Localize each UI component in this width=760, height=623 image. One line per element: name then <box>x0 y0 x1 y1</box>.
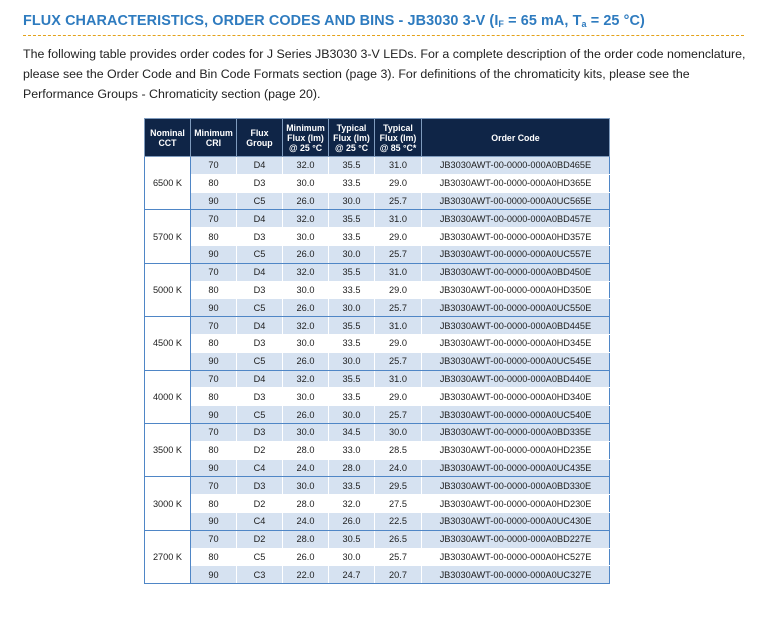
order-code-cell: JB3030AWT-00-0000-000A0UC565E <box>422 192 610 210</box>
typ-flux-85-cell: 26.5 <box>375 530 422 548</box>
flux-group-cell: C5 <box>237 548 283 566</box>
table-row <box>145 459 610 477</box>
cri-cell: 90 <box>191 566 237 584</box>
typ-flux-25-cell: 33.5 <box>329 388 375 406</box>
table-row <box>145 352 610 370</box>
cri-cell: 90 <box>191 512 237 530</box>
order-code-cell: JB3030AWT-00-0000-000A0BD457E <box>422 210 610 228</box>
flux-group-cell: D3 <box>237 228 283 246</box>
min-flux-25-cell: 32.0 <box>283 263 329 281</box>
heading-divider <box>23 35 744 36</box>
flux-group-cell: C4 <box>237 459 283 477</box>
order-code-cell: JB3030AWT-00-0000-000A0UC435E <box>422 459 610 477</box>
typ-flux-25-cell: 33.5 <box>329 174 375 192</box>
cct-cell: 3500 K <box>145 423 191 476</box>
cri-cell: 90 <box>191 406 237 424</box>
cri-cell: 80 <box>191 388 237 406</box>
table-body <box>145 157 610 584</box>
min-flux-25-cell: 24.0 <box>283 459 329 477</box>
cri-cell: 70 <box>191 157 237 175</box>
cri-cell: 80 <box>191 281 237 299</box>
min-flux-25-cell: 30.0 <box>283 423 329 441</box>
typ-flux-25-cell: 30.0 <box>329 548 375 566</box>
order-code-cell: JB3030AWT-00-0000-000A0HD235E <box>422 441 610 459</box>
cct-cell: 4500 K <box>145 317 191 370</box>
table-row <box>145 192 610 210</box>
cri-cell: 70 <box>191 530 237 548</box>
typ-flux-25-cell: 30.0 <box>329 352 375 370</box>
table-row <box>145 370 610 388</box>
typ-flux-85-cell: 31.0 <box>375 263 422 281</box>
flux-group-cell: D3 <box>237 174 283 192</box>
flux-group-cell: C5 <box>237 192 283 210</box>
typ-flux-25-cell: 33.0 <box>329 441 375 459</box>
header-min-flux-25: Minimum Flux (lm) @ 25 °C <box>283 119 329 157</box>
min-flux-25-cell: 30.0 <box>283 174 329 192</box>
cri-cell: 90 <box>191 299 237 317</box>
min-flux-25-cell: 26.0 <box>283 352 329 370</box>
table-row <box>145 495 610 513</box>
order-code-cell: JB3030AWT-00-0000-000A0HD365E <box>422 174 610 192</box>
typ-flux-85-cell: 29.0 <box>375 281 422 299</box>
order-code-cell: JB3030AWT-00-0000-000A0BD445E <box>422 317 610 335</box>
min-flux-25-cell: 32.0 <box>283 370 329 388</box>
flux-group-cell: C4 <box>237 512 283 530</box>
typ-flux-85-cell: 20.7 <box>375 566 422 584</box>
order-code-cell: JB3030AWT-00-0000-000A0HD230E <box>422 495 610 513</box>
typ-flux-85-cell: 31.0 <box>375 157 422 175</box>
typ-flux-25-cell: 26.0 <box>329 512 375 530</box>
order-code-cell: JB3030AWT-00-0000-000A0BD330E <box>422 477 610 495</box>
typ-flux-85-cell: 31.0 <box>375 317 422 335</box>
table-row <box>145 299 610 317</box>
table-row <box>145 406 610 424</box>
cri-cell: 90 <box>191 459 237 477</box>
flux-group-cell: D3 <box>237 423 283 441</box>
typ-flux-25-cell: 35.5 <box>329 370 375 388</box>
header-flux-group: Flux Group <box>237 119 283 157</box>
typ-flux-85-cell: 29.5 <box>375 477 422 495</box>
table-row <box>145 566 610 584</box>
min-flux-25-cell: 30.0 <box>283 388 329 406</box>
typ-flux-85-cell: 31.0 <box>375 210 422 228</box>
table-row <box>145 317 610 335</box>
typ-flux-25-cell: 28.0 <box>329 459 375 477</box>
order-code-cell: JB3030AWT-00-0000-000A0UC545E <box>422 352 610 370</box>
min-flux-25-cell: 26.0 <box>283 299 329 317</box>
flux-group-cell: D3 <box>237 477 283 495</box>
table-row <box>145 477 610 495</box>
order-code-cell: JB3030AWT-00-0000-000A0UC430E <box>422 512 610 530</box>
typ-flux-85-cell: 30.0 <box>375 423 422 441</box>
min-flux-25-cell: 32.0 <box>283 157 329 175</box>
typ-flux-25-cell: 30.0 <box>329 192 375 210</box>
flux-group-cell: C3 <box>237 566 283 584</box>
typ-flux-85-cell: 25.7 <box>375 245 422 263</box>
min-flux-25-cell: 32.0 <box>283 210 329 228</box>
min-flux-25-cell: 22.0 <box>283 566 329 584</box>
section-heading <box>23 13 645 29</box>
flux-group-cell: C5 <box>237 245 283 263</box>
typ-flux-25-cell: 24.7 <box>329 566 375 584</box>
order-code-cell: JB3030AWT-00-0000-000A0HD345E <box>422 334 610 352</box>
typ-flux-85-cell: 25.7 <box>375 299 422 317</box>
table-row <box>145 388 610 406</box>
typ-flux-25-cell: 33.5 <box>329 228 375 246</box>
table-row <box>145 512 610 530</box>
table-row <box>145 281 610 299</box>
typ-flux-85-cell: 28.5 <box>375 441 422 459</box>
typ-flux-85-cell: 25.7 <box>375 192 422 210</box>
cct-cell: 3000 K <box>145 477 191 530</box>
min-flux-25-cell: 30.0 <box>283 334 329 352</box>
cct-cell: 5000 K <box>145 263 191 316</box>
flux-group-cell: D2 <box>237 495 283 513</box>
min-flux-25-cell: 24.0 <box>283 512 329 530</box>
typ-flux-85-cell: 31.0 <box>375 370 422 388</box>
order-code-cell: JB3030AWT-00-0000-000A0HC527E <box>422 548 610 566</box>
min-flux-25-cell: 26.0 <box>283 192 329 210</box>
typ-flux-25-cell: 32.0 <box>329 495 375 513</box>
typ-flux-25-cell: 33.5 <box>329 281 375 299</box>
order-code-cell: JB3030AWT-00-0000-000A0BD450E <box>422 263 610 281</box>
table-row <box>145 245 610 263</box>
flux-group-cell: D2 <box>237 530 283 548</box>
typ-flux-85-cell: 25.7 <box>375 406 422 424</box>
min-flux-25-cell: 26.0 <box>283 406 329 424</box>
flux-group-cell: C5 <box>237 299 283 317</box>
table-row <box>145 263 610 281</box>
order-code-cell: JB3030AWT-00-0000-000A0UC327E <box>422 566 610 584</box>
typ-flux-25-cell: 34.5 <box>329 423 375 441</box>
min-flux-25-cell: 30.0 <box>283 281 329 299</box>
flux-group-cell: D4 <box>237 317 283 335</box>
cri-cell: 70 <box>191 423 237 441</box>
typ-flux-25-cell: 30.0 <box>329 299 375 317</box>
typ-flux-25-cell: 30.0 <box>329 245 375 263</box>
cri-cell: 80 <box>191 548 237 566</box>
min-flux-25-cell: 26.0 <box>283 245 329 263</box>
cri-cell: 70 <box>191 263 237 281</box>
flux-group-cell: D4 <box>237 157 283 175</box>
table-row <box>145 228 610 246</box>
typ-flux-85-cell: 25.7 <box>375 548 422 566</box>
header-nominal-cct: Nominal CCT <box>145 119 191 157</box>
heading-subscript-f: F <box>498 19 505 29</box>
min-flux-25-cell: 28.0 <box>283 530 329 548</box>
order-code-table <box>144 118 610 584</box>
typ-flux-25-cell: 30.0 <box>329 406 375 424</box>
flux-group-cell: D4 <box>237 370 283 388</box>
flux-group-cell: C5 <box>237 406 283 424</box>
table-row <box>145 210 610 228</box>
header-typ-flux-85: Typical Flux (lm) @ 85 °C* <box>375 119 422 157</box>
typ-flux-25-cell: 35.5 <box>329 157 375 175</box>
table-row <box>145 157 610 175</box>
cri-cell: 90 <box>191 192 237 210</box>
table-row <box>145 334 610 352</box>
typ-flux-25-cell: 35.5 <box>329 210 375 228</box>
cct-cell: 2700 K <box>145 530 191 583</box>
flux-group-cell: D2 <box>237 441 283 459</box>
flux-group-cell: D4 <box>237 263 283 281</box>
typ-flux-85-cell: 22.5 <box>375 512 422 530</box>
cri-cell: 70 <box>191 317 237 335</box>
min-flux-25-cell: 30.0 <box>283 228 329 246</box>
flux-group-cell: D3 <box>237 281 283 299</box>
cri-cell: 70 <box>191 477 237 495</box>
typ-flux-25-cell: 35.5 <box>329 263 375 281</box>
cri-cell: 80 <box>191 228 237 246</box>
table-row <box>145 423 610 441</box>
table-row <box>145 441 610 459</box>
cri-cell: 80 <box>191 174 237 192</box>
typ-flux-85-cell: 29.0 <box>375 334 422 352</box>
order-code-cell: JB3030AWT-00-0000-000A0HD357E <box>422 228 610 246</box>
heading-end: = 25 °C) <box>586 13 645 29</box>
typ-flux-25-cell: 30.5 <box>329 530 375 548</box>
order-code-cell: JB3030AWT-00-0000-000A0UC550E <box>422 299 610 317</box>
order-code-cell: JB3030AWT-00-0000-000A0UC540E <box>422 406 610 424</box>
flux-group-cell: C5 <box>237 352 283 370</box>
order-code-cell: JB3030AWT-00-0000-000A0UC557E <box>422 245 610 263</box>
order-code-table-container <box>144 118 610 584</box>
cri-cell: 80 <box>191 334 237 352</box>
min-flux-25-cell: 28.0 <box>283 495 329 513</box>
order-code-cell: JB3030AWT-00-0000-000A0BD465E <box>422 157 610 175</box>
typ-flux-25-cell: 33.5 <box>329 334 375 352</box>
table-header-row <box>145 119 610 157</box>
typ-flux-25-cell: 35.5 <box>329 317 375 335</box>
flux-group-cell: D3 <box>237 334 283 352</box>
typ-flux-85-cell: 29.0 <box>375 388 422 406</box>
table-row <box>145 174 610 192</box>
cri-cell: 90 <box>191 245 237 263</box>
min-flux-25-cell: 26.0 <box>283 548 329 566</box>
cri-cell: 90 <box>191 352 237 370</box>
heading-mid: = 65 mA, T <box>504 13 582 29</box>
table-row <box>145 530 610 548</box>
order-code-cell: JB3030AWT-00-0000-000A0BD440E <box>422 370 610 388</box>
typ-flux-25-cell: 33.5 <box>329 477 375 495</box>
min-flux-25-cell: 28.0 <box>283 441 329 459</box>
order-code-cell: JB3030AWT-00-0000-000A0BD227E <box>422 530 610 548</box>
heading-subscript-a: a <box>581 19 587 29</box>
order-code-cell: JB3030AWT-00-0000-000A0BD335E <box>422 423 610 441</box>
header-typ-flux-25: Typical Flux (lm) @ 25 °C <box>329 119 375 157</box>
table-row <box>145 548 610 566</box>
typ-flux-85-cell: 24.0 <box>375 459 422 477</box>
cri-cell: 80 <box>191 441 237 459</box>
typ-flux-85-cell: 27.5 <box>375 495 422 513</box>
order-code-cell: JB3030AWT-00-0000-000A0HD340E <box>422 388 610 406</box>
heading-main: FLUX CHARACTERISTICS, ORDER CODES AND BINS - JB3030 3-V (I <box>23 13 499 29</box>
flux-group-cell: D4 <box>237 210 283 228</box>
intro-paragraph: The following table provides order codes for J Series JB3030 3-V LEDs. For a complete description of the order code nomenclature, please see the Order Code and Bin Code Formats section (page 3). For definitions of the chromaticity kits, please see the Performance Groups - Chromaticity section (page 20). <box>23 47 746 101</box>
typ-flux-85-cell: 29.0 <box>375 174 422 192</box>
min-flux-25-cell: 32.0 <box>283 317 329 335</box>
cri-cell: 70 <box>191 210 237 228</box>
min-flux-25-cell: 30.0 <box>283 477 329 495</box>
header-minimum-cri: Minimum CRI <box>191 119 237 157</box>
cct-cell: 4000 K <box>145 370 191 423</box>
cct-cell: 6500 K <box>145 157 191 210</box>
cct-cell: 5700 K <box>145 210 191 263</box>
cri-cell: 70 <box>191 370 237 388</box>
header-order-code: Order Code <box>422 119 610 157</box>
flux-group-cell: D3 <box>237 388 283 406</box>
typ-flux-85-cell: 25.7 <box>375 352 422 370</box>
order-code-cell: JB3030AWT-00-0000-000A0HD350E <box>422 281 610 299</box>
typ-flux-85-cell: 29.0 <box>375 228 422 246</box>
cri-cell: 80 <box>191 495 237 513</box>
